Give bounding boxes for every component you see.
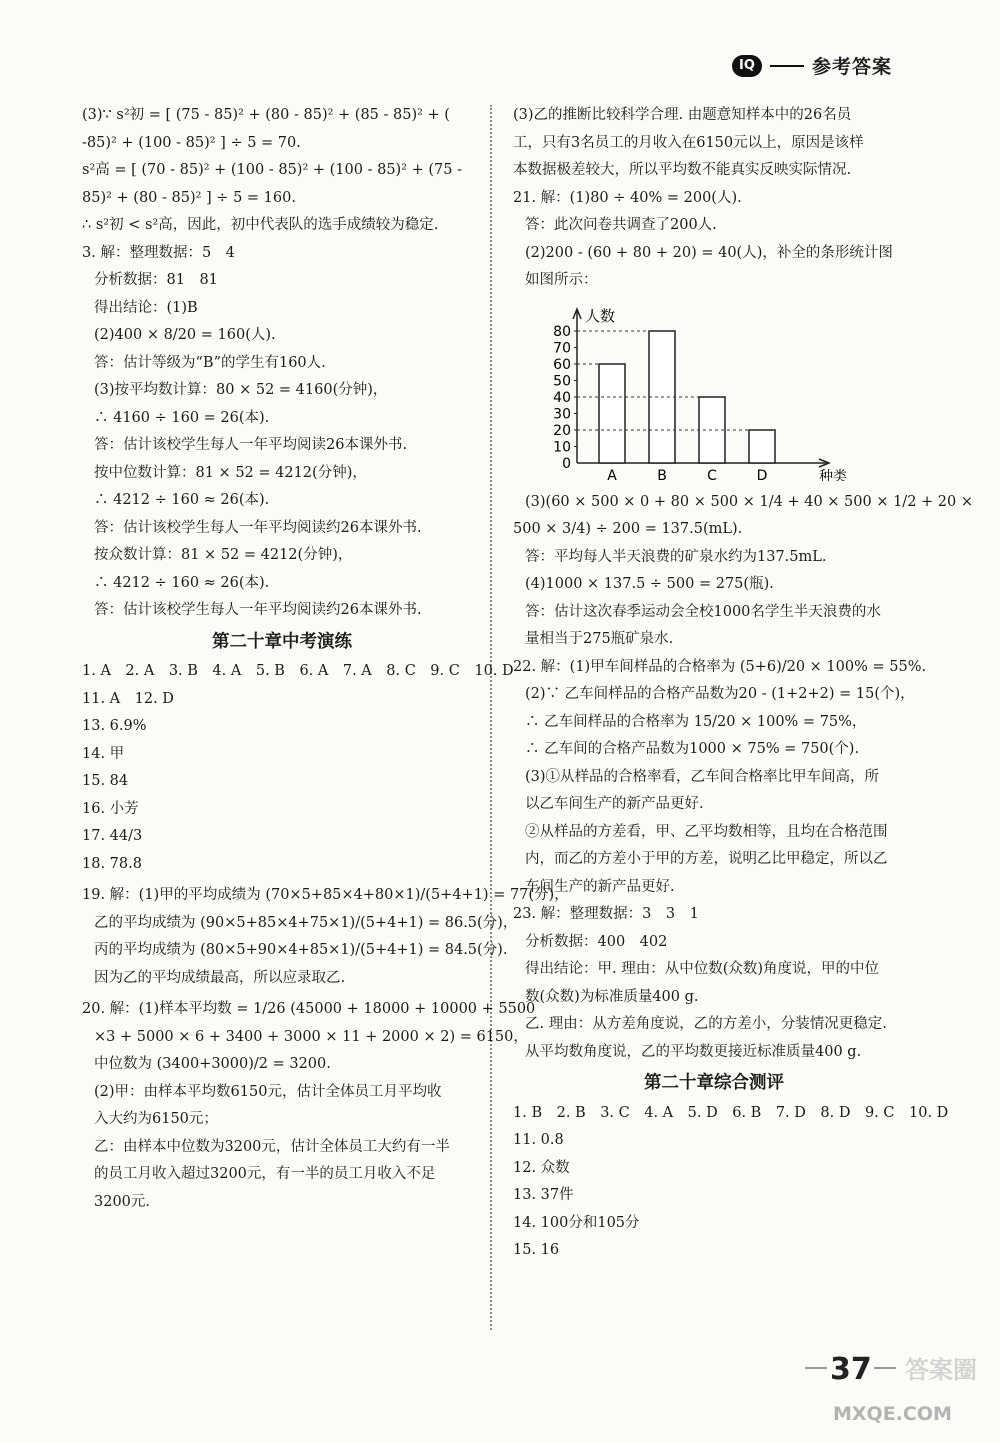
answer-line: ∴ 4212 ÷ 160 ≈ 26(本). [94, 574, 270, 591]
answer-line: 答：估计该校学生每人一年平均阅读约26本课外书. [94, 602, 422, 618]
answer-line: 按众数计算：81 × 52 = 4212(分钟)， [94, 547, 353, 563]
answer-line: ×3 + 5000 × 6 + 3400 + 3000 × 11 + 2000 × 2) = 6150， [94, 1028, 528, 1045]
answer-line: 从平均数角度说，乙的平均数更接近标准质量400 g. [525, 1043, 862, 1060]
answer-line: 23. 解：整理数据：3 3 1 [513, 906, 699, 922]
bar-A [599, 364, 625, 463]
answer-line: (2)∵ 乙车间样品的合格产品数为20 - (1+2+2) = 15(个)， [525, 686, 915, 702]
brand-logo: IQ [732, 55, 762, 77]
answer-line: 13. 6.9% [82, 718, 147, 734]
answer-line: 答：此次问卷共调查了200人. [525, 217, 717, 233]
answer-line: 15. 16 [513, 1242, 560, 1258]
x-axis-label: 种类 [819, 468, 847, 481]
y-tick-label: 30 [553, 406, 571, 422]
answer-line: 85)² + (80 - 85)² ] ÷ 5 = 160. [82, 189, 296, 206]
answer-line: ②从样品的方差看，甲、乙平均数相等，且均在合格范围 [525, 823, 888, 840]
comprehensive-test-answers [513, 1100, 949, 1265]
answer-line: 11. 0.8 [513, 1132, 564, 1148]
answer-line: 分析数据：400 402 [525, 933, 668, 950]
answer-line: 数(众数)为标准质量400 g. [525, 988, 699, 1005]
answer-line: 丙的平均成绩为 (80×5+90×4+85×1)/(5+4+1) = 84.5(分). [94, 942, 508, 958]
answer-line: 22. 解：(1)甲车间样品的合格率为 (5+6)/20 × 100% = 55%. [513, 658, 927, 675]
answer-line: 得出结论：(1)B [94, 299, 198, 316]
header-rule [770, 65, 804, 67]
answer-line: 答：估计等级为“B”的学生有160人. [94, 354, 326, 371]
right-answer-block-mid [513, 489, 973, 1067]
x-tick-label: C [707, 467, 717, 481]
answer-line: 17. 44/3 [82, 828, 143, 844]
answer-line: 18. 78.8 [82, 855, 142, 872]
answer-line: (4)1000 × 137.5 ÷ 500 = 275(瓶). [525, 576, 774, 592]
answer-line: 本数据极差较大，所以平均数不能真实反映实际情况. [513, 162, 852, 178]
watermark-url: MXQE.COM [833, 1403, 952, 1425]
answer-line: 如图所示： [525, 272, 598, 288]
answer-line: -85)² + (100 - 85)² ] ÷ 5 = 70. [82, 134, 301, 151]
answer-line: 1. B 2. B 3. C 4. A 5. D 6. B 7. D 8. D 9. C 10. D [513, 1104, 949, 1121]
question-19 [82, 882, 569, 992]
right-answer-block-top [513, 102, 915, 295]
answer-line: (3)乙的推断比较科学合理. 由题意知样本中的26名员 [513, 107, 852, 123]
answer-line: 14. 甲 [82, 745, 125, 762]
answer-line: 3200元. [94, 1193, 151, 1210]
y-tick-label: 50 [553, 373, 571, 389]
x-tick-label: B [657, 467, 667, 481]
answer-line: 中位数为 (3400+3000)/2 = 3200. [94, 1056, 331, 1072]
answer-line: 工，只有3名员工的月收入在6150元以上，原因是该样 [513, 134, 864, 151]
answer-line: 内，而乙的方差小于甲的方差，说明乙比甲稳定，所以乙 [525, 851, 888, 867]
answer-line: 按中位数计算：81 × 52 = 4212(分钟)， [94, 464, 367, 481]
header-title: 参考答案 [811, 56, 892, 78]
exam-practice-answers [82, 658, 514, 878]
section-title-comprehensive-test: 第二十章综合测评 [644, 1073, 784, 1093]
right-column [513, 102, 973, 1265]
bar-chart [527, 301, 857, 481]
answer-line: 乙的平均成绩为 (90×5+85×4+75×1)/(5+4+1) = 86.5(分)， [94, 914, 518, 931]
answer-line: 车间生产的新产品更好. [525, 878, 675, 895]
answer-line: (3)(60 × 500 × 0 + 80 × 500 × 1/4 + 40 × 500 × 1/2 + 20 × [525, 493, 973, 510]
y-tick-label: 10 [553, 439, 571, 455]
answer-line: 16. 小芳 [82, 800, 139, 817]
answer-line: (3)∵ s²初 = [ (75 - 85)² + (80 - 85)² + (85 - 85)² + ( [82, 107, 450, 123]
bar-D [749, 430, 775, 463]
left-answer-block [82, 102, 482, 625]
watermark-logo: 答案圈 [905, 1356, 977, 1384]
y-tick-label: 60 [553, 356, 571, 373]
section-title-exam-practice: 第二十章中考演练 [212, 631, 352, 652]
x-tick-label: A [607, 467, 617, 481]
answer-line: 答：估计这次春季运动会全校1000名学生半天浪费的水 [525, 603, 881, 620]
answer-line: 13. 37件 [513, 1187, 574, 1203]
answer-line: ∴ 4212 ÷ 160 ≈ 26(本). [94, 492, 270, 508]
answer-line: 12. 众数 [513, 1159, 570, 1176]
page-header [732, 52, 892, 79]
answer-line: (2)400 × 8/20 = 160(人). [94, 327, 276, 343]
answer-line: 得出结论：甲. 理由：从中位数(众数)角度说，甲的中位 [525, 961, 880, 977]
answer-line: (3)按平均数计算：80 × 52 = 4160(分钟)， [94, 382, 388, 398]
answer-line: 21. 解：(1)80 ÷ 40% = 200(人). [513, 189, 742, 206]
y-tick-label: 80 [553, 323, 571, 340]
answer-line: 500 × 3/4) ÷ 200 = 137.5(mL). [513, 521, 743, 537]
column-divider [490, 105, 492, 1330]
answer-line: 3. 解：整理数据：5 4 [82, 244, 235, 261]
answer-line: 乙. 理由：从方差角度说，乙的方差小，分装情况更稳定. [525, 1016, 887, 1032]
page-number-ornament-right [874, 1367, 896, 1369]
answer-line: 答：平均每人半天浪费的矿泉水约为137.5mL. [525, 548, 827, 565]
answer-line: 14. 100分和105分 [513, 1214, 640, 1231]
answer-line: 19. 解：(1)甲的平均成绩为 (70×5+85×4+80×1)/(5+4+1) = 77(分)， [82, 887, 569, 903]
y-tick-label: 0 [562, 455, 571, 472]
y-tick-label: 70 [553, 340, 571, 356]
x-tick-label: D [756, 467, 768, 481]
answer-line: 1. A 2. A 3. B 4. A 5. B 6. A 7. A 8. C 9. C 10. D [82, 663, 514, 679]
answer-line: ∴ s²初 < s²高，因此，初中代表队的选手成绩较为稳定. [82, 217, 439, 233]
answer-line: 11. A 12. D [82, 690, 174, 707]
answer-line: 答：估计该校学生每人一年平均阅读26本课外书. [94, 437, 408, 453]
answer-line: 分析数据：81 81 [94, 272, 218, 288]
answer-line: 20. 解：(1)样本平均数 = 1/26 (45000 + 18000 + 10000 + 5500 [82, 1001, 536, 1017]
answer-line: 入大约为6150元； [94, 1111, 218, 1127]
page-number-ornament-left [805, 1367, 827, 1369]
y-axis-label: 人数 [585, 306, 616, 325]
answer-line: (2)200 - (60 + 80 + 20) = 40(人)，补全的条形统计图 [525, 244, 893, 261]
answer-line: (3)①从样品的合格率看，乙车间合格率比甲车间高，所 [525, 768, 880, 785]
y-tick-label: 40 [553, 389, 571, 406]
answer-line: s²高 = [ (70 - 85)² + (100 - 85)² + (100 - 85)² + (75 - [82, 162, 462, 178]
page-number: 37 [830, 1352, 872, 1387]
answer-line: (2)甲：由样本平均数6150元，估计全体员工月平均收 [94, 1083, 442, 1100]
y-tick-label: 20 [553, 422, 571, 439]
answer-line: 因为乙的平均成绩最高，所以应录取乙. [94, 969, 346, 986]
question-20 [82, 996, 536, 1216]
answer-line: 的员工月收入超过3200元，有一半的员工月收入不足 [94, 1166, 436, 1182]
answer-line: 答：估计该校学生每人一年平均阅读约26本课外书. [94, 519, 422, 536]
bar-chart-svg [527, 301, 857, 481]
answer-line: ∴ 4160 ÷ 160 = 26(本). [94, 409, 270, 426]
answer-line: 量相当于275瓶矿泉水. [525, 631, 674, 647]
answer-line: 以乙车间生产的新产品更好. [525, 796, 704, 812]
answer-line: ∴ 乙车间样品的合格率为 15/20 × 100% = 75%， [525, 713, 867, 730]
answer-line: 乙：由样本中位数为3200元，估计全体员工大约有一半 [94, 1138, 450, 1155]
answer-line: 15. 84 [82, 773, 129, 789]
answer-line: ∴ 乙车间的合格产品数为1000 × 75% = 750(个). [525, 741, 860, 757]
